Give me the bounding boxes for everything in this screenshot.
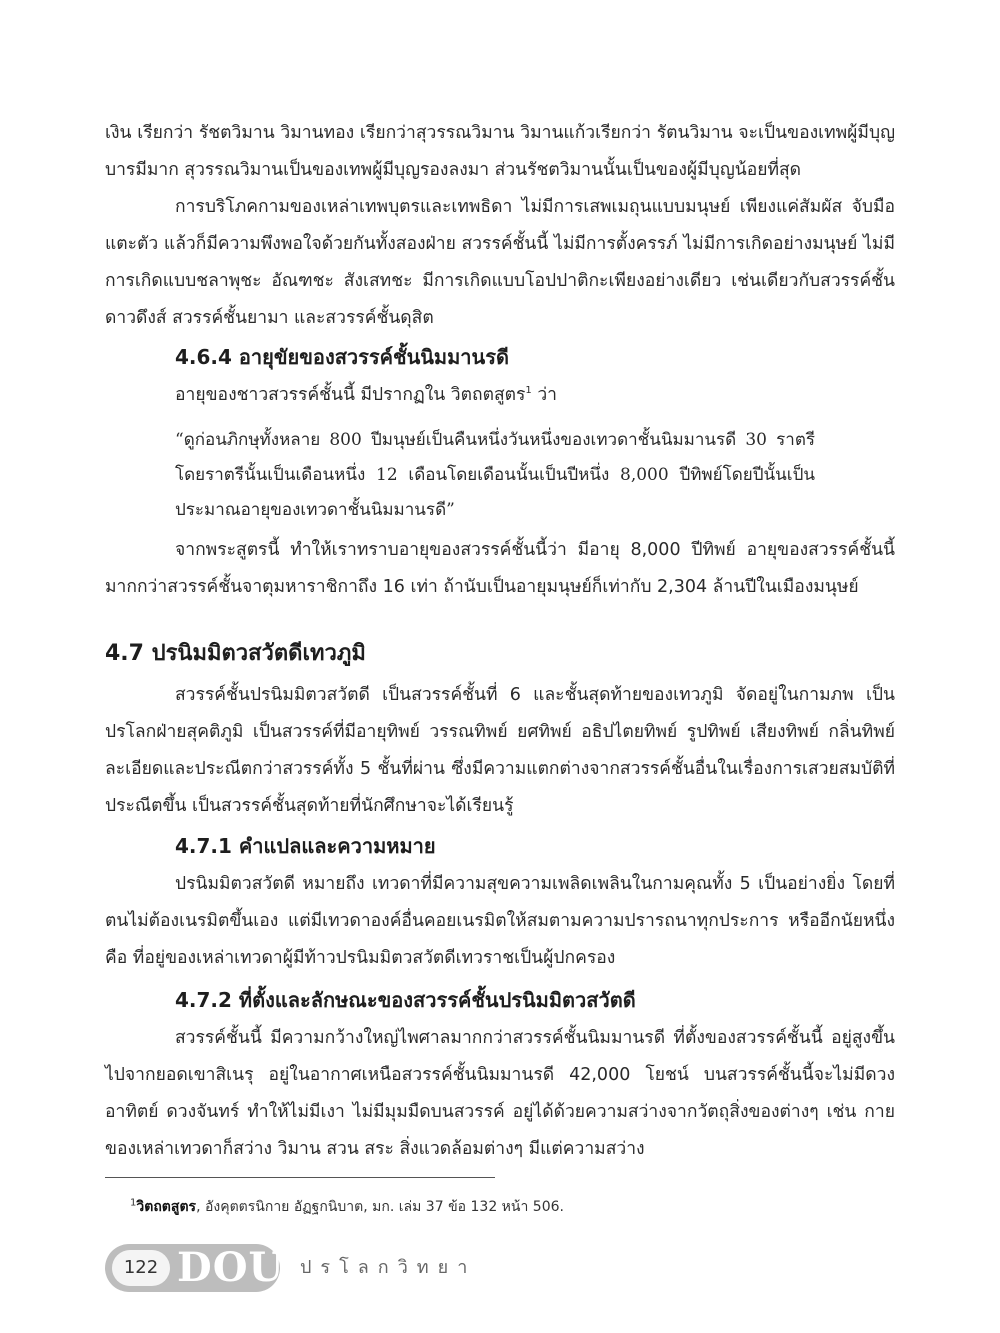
paragraph-text: สวรรค์ชั้นปรนิมมิตวสวัตดี เป็นสวรรค์ชั้นที่ 6 และชั้นสุดท้ายของเทวภูมิ จัดอยู่ในกามภพ เป็นปรโลกฝ่ายสุคติภูมิ เป็นสวรรค์ที่มีอายุทิพย์ วรรณทิพย์ ยศทิพย์ อธิปไตยทิพย์ รูปทิพย์ เสียงทิพย์ กลิ่นทิพย์ ละเอียดและประณีตกว่าสวรรค์ทั้ง 5 ชั้นที่ผ่าน ซึ่งมีความแตกต่างจากสวรรค์ชั้นอื่นในเรื่องการเสวยสมบัติที่ประณีตขึ้น เป็นสวรรค์ชั้นสุดท้ายที่นักศึกษาจะได้เรียนรู้ (105, 685, 895, 816)
quote-text: “ดูก่อนภิกษุทั้งหลาย 800 ปีมนุษย์เป็นคืนหนึ่งวันหนึ่งของเทวดาชั้นนิมมานรดี 30 ราตรีโดยราตรีนั้นเป็นเดือนหนึ่ง 12 เดือนโดยเดือนนั้นเป็นปีหนึ่ง 8,000 ปีทิพย์โดยปีนั้นเป็นประมาณอายุของเทวดาชั้นนิมมานรดี” (175, 430, 815, 520)
footer-badge (105, 1244, 285, 1292)
section-4-7 (105, 634, 895, 825)
intro-suffix: ว่า (531, 385, 557, 405)
section-intro (105, 377, 895, 414)
section-4-7-2 (105, 980, 895, 1168)
paragraph-text: จากพระสูตรนี้ ทำให้เราทราบอายุของสวรรค์ชั้นนี้ว่า มีอายุ 8,000 ปีทิพย์ อายุของสวรรค์ชั้นนี้มากกว่าสวรรค์ชั้นจาตุมหาราชิกาถึง 16 เท่า ถ้านับเป็นอายุมนุษย์ก็เท่ากับ 2,304 ล้านปีในเมืองมนุษย์ (105, 540, 895, 597)
section-heading: 4.6.4 อายุขัยของสวรรค์ชั้นนิมมานรดี (175, 345, 509, 369)
paragraph-text: ปรนิมมิตวสวัตดี หมายถึง เทวดาที่มีความสุขความเพลิดเพลินในกามคุณทั้ง 5 เป็นอย่างยิ่ง โดยที่ตนไม่ต้องเนรมิตขึ้นเอง แต่มีเทวดาองค์อื่นคอยเนรมิตให้สมตามความปรารถนาทุกประการ หรืออีกนัยหนึ่ง คือ ที่อยู่ของเหล่าเทวดาผู้มีท้าวปรนิมมิตวสวัตดีเทวราชเป็นผู้ปกครอง (105, 874, 895, 968)
paragraph-text: การบริโภคกามของเหล่าเทพบุตรและเทพธิดา ไม่มีการเสพเมถุนแบบมนุษย์ เพียงแค่สัมผัส จับมือ แตะตัว แล้วก็มีความพึงพอใจด้วยกันทั้งสองฝ่าย สวรรค์ชั้นนี้ ไม่มีการตั้งครรภ์ ไม่มีการเกิดอย่างมนุษย์ ไม่มีการเกิดแบบชลาพุชะ อัณฑชะ สังเสทชะ มีการเกิดแบบโอปปาติกะเพียงอย่างเดียว เช่นเดียวกับสวรรค์ชั้นดาวดึงส์ สวรรค์ชั้นยามา และสวรรค์ชั้นดุสิต (105, 197, 895, 328)
section-heading: 4.7.2 ที่ตั้งและลักษณะของสวรรค์ชั้นปรนิมมิตวสวัตดี (175, 988, 636, 1012)
book-title: ปรโลกวิทยา (300, 1257, 477, 1278)
paragraph-enjoyment (105, 189, 895, 337)
footnote (130, 1196, 564, 1218)
section-heading: 4.7 ปรนิมมิตวสวัตดีเทวภูมิ (105, 641, 366, 666)
dou-logo: DOU (177, 1244, 285, 1291)
paragraph-text: เงิน เรียกว่า รัชตวิมาน วิมานทอง เรียกว่าสุวรรณวิมาน วิมานแก้วเรียกว่า รัตนวิมาน จะเป็นของเทพผู้มีบุญบารมีมาก สุวรรณวิมานเป็นของเทพผู้มีบุญรองลงมา ส่วนรัชตวิมานนั้นเป็นของผู้มีบุญน้อยที่สุด (105, 123, 895, 180)
footnote-ref: 1 (525, 385, 532, 397)
section-4-7-1 (105, 826, 895, 977)
sutta-quote (175, 423, 815, 528)
paragraph-lifespan (105, 532, 895, 606)
paragraph-text: สวรรค์ชั้นนี้ มีความกว้างใหญ่ไพศาลมากกว่าสวรรค์ชั้นนิมมานรดี ที่ตั้งของสวรรค์ชั้นนี้ อยู่สูงขึ้นไปจากยอดเขาสิเนรุ อยู่ในอากาศเหนือสวรรค์ชั้นนิมมานรดี 42,000 โยชน์ บนสวรรค์ชั้นนี้จะไม่มีดวงอาทิตย์ ดวงจันทร์ ทำให้ไม่มีเงา ไม่มีมุมมืดบนสวรรค์ อยู่ได้ด้วยความสว่างจากวัตถุสิ่งของต่างๆ เช่น กายของเหล่าเทวดาก็สว่าง วิมาน สวน สระ สิ่งแวดล้อมต่างๆ มีแต่ความสว่าง (105, 1028, 895, 1159)
footnote-text: , อังคุตตรนิกาย อัฏฐกนิบาต, มก. เล่ม 37 ข้อ 132 หน้า 506. (196, 1199, 564, 1215)
section-heading: 4.7.1 คำแปลและความหมาย (175, 834, 436, 858)
intro-text: อายุของชาวสวรรค์ชั้นนี้ มีปรากฏใน วิตถตสูตร (175, 385, 526, 405)
footnote-number: 1 (130, 1197, 137, 1209)
footnote-title: วิตถตสูตร (136, 1199, 197, 1215)
section-4-6-4 (105, 337, 895, 414)
footnote-divider (105, 1177, 495, 1178)
page-number: 122 (112, 1250, 170, 1286)
paragraph-vimana (105, 115, 895, 189)
